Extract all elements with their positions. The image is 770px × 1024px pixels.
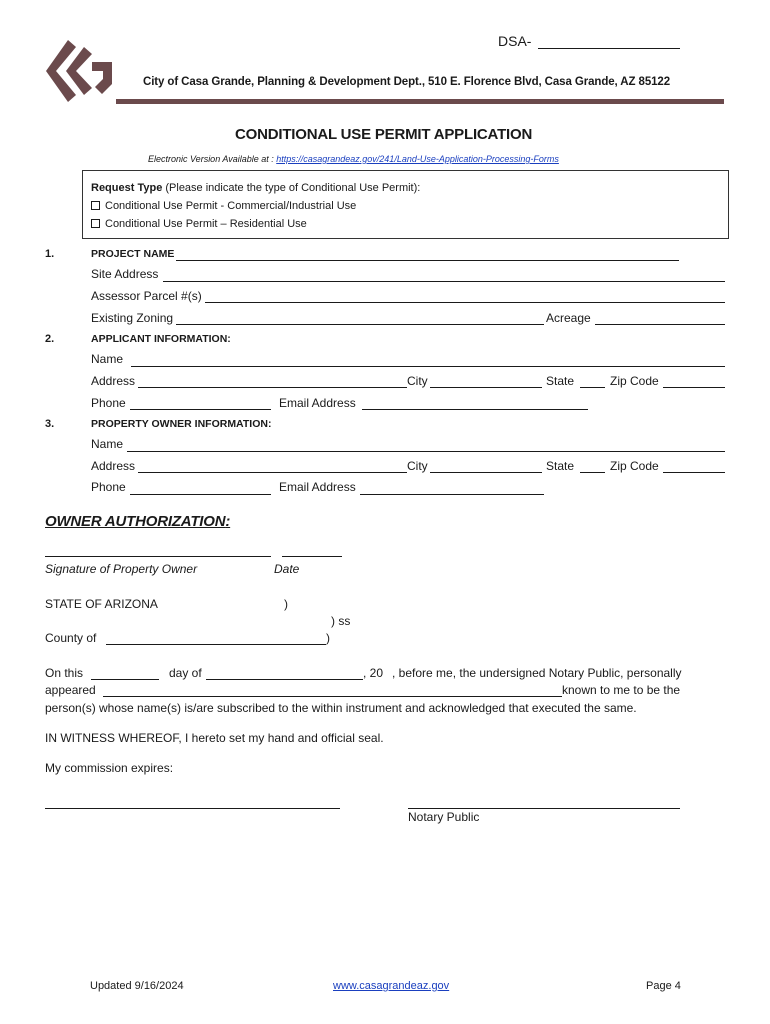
- applicant-name-label: Name: [91, 352, 124, 366]
- owner-name-field[interactable]: [127, 451, 725, 452]
- known-text: known to me to be the: [562, 683, 681, 697]
- zoning-label: Existing Zoning: [91, 311, 174, 325]
- on-this-label: On this: [45, 666, 84, 680]
- owner-city-field[interactable]: [430, 472, 542, 473]
- owner-info-heading: PROPERTY OWNER INFORMATION:: [91, 418, 272, 430]
- owner-name-label: Name: [91, 437, 124, 451]
- option-residential-label: Conditional Use Permit – Residential Use: [105, 218, 307, 230]
- signature-label: Signature of Property Owner: [45, 562, 198, 576]
- county-paren: ): [326, 631, 330, 645]
- state-of-arizona: STATE OF ARIZONA: [45, 597, 158, 611]
- owner-address-label: Address: [91, 459, 136, 473]
- applicant-email-field[interactable]: [362, 409, 588, 410]
- appeared-field[interactable]: [103, 696, 562, 697]
- dsa-number-field[interactable]: [538, 48, 680, 49]
- owner-zip-field[interactable]: [663, 472, 725, 473]
- option-residential[interactable]: [91, 218, 307, 230]
- acreage-label: Acreage: [546, 311, 591, 325]
- site-address-field[interactable]: [163, 281, 725, 282]
- owner-date-field[interactable]: [282, 556, 342, 557]
- owner-phone-field[interactable]: [130, 494, 271, 495]
- owner-signature-field[interactable]: [45, 556, 271, 557]
- persons-text: person(s) whose name(s) is/are subscribed to the within instrument and acknowledged that executed the same.: [45, 701, 637, 715]
- zoning-field[interactable]: [176, 324, 544, 325]
- parcel-label: Assessor Parcel #(s): [91, 289, 202, 303]
- request-type-label: Request Type: [91, 182, 163, 194]
- date-label: Date: [274, 562, 300, 576]
- request-type-hint: (Please indicate the type of Conditional Use Permit):: [162, 182, 421, 194]
- owner-email-label: Email Address: [279, 480, 356, 494]
- checkbox-commercial[interactable]: [91, 201, 100, 210]
- day-of-label: day of: [169, 666, 202, 680]
- department-address: City of Casa Grande, Planning & Development Dept., 510 E. Florence Blvd, Casa Grande, AZ 85122: [143, 76, 671, 88]
- notary-day-field[interactable]: [91, 679, 159, 680]
- commission-expires-field[interactable]: [45, 808, 340, 809]
- checkbox-residential[interactable]: [91, 219, 100, 228]
- option-commercial[interactable]: [91, 200, 356, 212]
- county-field[interactable]: [106, 644, 326, 645]
- owner-email-field[interactable]: [360, 494, 544, 495]
- page-number: Page 4: [646, 980, 681, 992]
- ss-label: ) ss: [331, 614, 351, 628]
- owner-city-label: City: [407, 459, 428, 473]
- applicant-zip-label: Zip Code: [610, 374, 659, 388]
- commission-label: My commission expires:: [45, 761, 174, 775]
- section-1-number: 1.: [45, 248, 55, 260]
- appeared-label: appeared: [45, 683, 96, 697]
- owner-state-field[interactable]: [580, 472, 605, 473]
- option-commercial-label: Conditional Use Permit - Commercial/Industrial Use: [105, 200, 357, 212]
- applicant-city-field[interactable]: [430, 387, 542, 388]
- applicant-email-label: Email Address: [279, 396, 356, 410]
- request-type-heading: [91, 182, 420, 194]
- project-name-label: PROJECT NAME: [91, 248, 175, 260]
- website-link[interactable]: www.casagrandeaz.gov: [333, 980, 450, 992]
- notary-signature-field[interactable]: [408, 808, 680, 809]
- applicant-state-field[interactable]: [580, 387, 605, 388]
- casa-grande-logo-icon: [46, 40, 112, 102]
- applicant-address-label: Address: [91, 374, 136, 388]
- electronic-version-prefix: Electronic Version Available at :: [148, 154, 277, 164]
- state-paren: ): [284, 597, 288, 611]
- applicant-name-field[interactable]: [131, 366, 725, 367]
- header-divider: [116, 99, 724, 104]
- section-2-number: 2.: [45, 333, 55, 345]
- page-title: CONDITIONAL USE PERMIT APPLICATION: [235, 126, 533, 143]
- owner-authorization-heading: [45, 513, 230, 530]
- electronic-version-note: [148, 154, 559, 164]
- owner-authorization-title: OWNER AUTHORIZATION: [45, 513, 226, 530]
- owner-phone-label: Phone: [91, 480, 126, 494]
- owner-zip-label: Zip Code: [610, 459, 659, 473]
- notary-month-field[interactable]: [206, 679, 363, 680]
- witness-text: IN WITNESS WHEREOF, I hereto set my hand and official seal.: [45, 731, 384, 745]
- section-3-number: 3.: [45, 418, 55, 430]
- site-address-label: Site Address: [91, 267, 159, 281]
- owner-address-field[interactable]: [138, 472, 407, 473]
- applicant-zip-field[interactable]: [663, 387, 725, 388]
- applicant-state-label: State: [546, 374, 575, 388]
- owner-authorization-colon: :: [225, 513, 231, 530]
- year-label: , 20: [363, 666, 384, 680]
- acreage-field[interactable]: [595, 324, 725, 325]
- applicant-city-label: City: [407, 374, 428, 388]
- county-label: County of: [45, 631, 97, 645]
- applicant-address-field[interactable]: [138, 387, 407, 388]
- applicant-phone-label: Phone: [91, 396, 126, 410]
- forms-link[interactable]: https://casagrandeaz.gov/241/Land-Use-Application-Processing-Forms: [276, 154, 559, 164]
- owner-state-label: State: [546, 459, 575, 473]
- project-name-field[interactable]: [176, 260, 679, 261]
- parcel-field[interactable]: [205, 302, 725, 303]
- updated-date: Updated 9/16/2024: [90, 980, 184, 992]
- applicant-info-heading: APPLICANT INFORMATION:: [91, 333, 231, 345]
- dsa-label: DSA-: [498, 33, 532, 49]
- notary-public-label: Notary Public: [408, 810, 480, 824]
- applicant-phone-field[interactable]: [130, 409, 271, 410]
- before-me-text: , before me, the undersigned Notary Public, personally: [392, 666, 682, 680]
